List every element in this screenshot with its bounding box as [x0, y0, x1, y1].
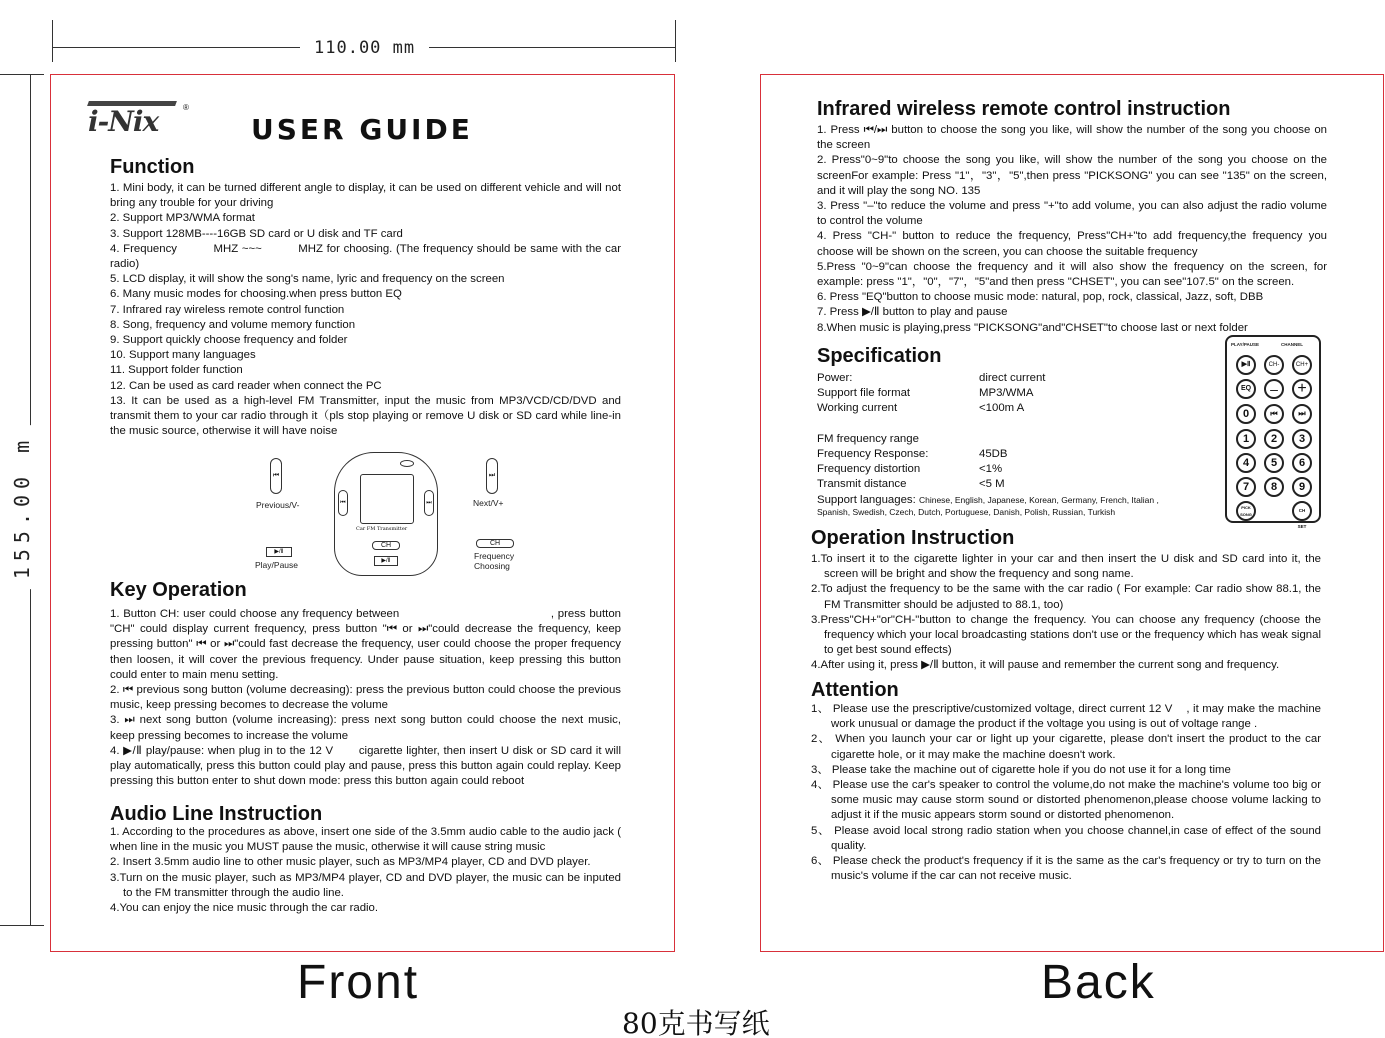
- back-caption: Back: [1041, 956, 1156, 1009]
- function-item: 1. Mini body, it can be turned different angle to display, it can be used on different vehicle and will not bring any trouble for your driving: [110, 182, 621, 210]
- height-dimension-tick-top: [0, 74, 44, 75]
- attention-list: [811, 702, 1325, 884]
- device-ir-window: [400, 460, 414, 467]
- paper-label: 80克书写纸: [622, 1007, 770, 1038]
- key-operation-item: 1. Button CH: user could choose any frequency between , press button "CH" could display current frequency, press button "⏮ or ⏭"could decrease the frequency, keep pressing button" ⏮ or ⏭"could fast decrease the frequency, user could choose the proper frequency then loosen, it will cover the previous frequency. Under pause situation, keep pressing this button could enter to main menu setting.: [110, 608, 625, 681]
- freq-label-2: Choosing: [474, 561, 510, 571]
- device-next-key: ⏭: [424, 490, 434, 516]
- operation-heading: Operation Instruction: [811, 527, 1015, 549]
- spec-label: FM frequency range: [817, 432, 919, 445]
- spec-label: Support file format: [817, 387, 911, 400]
- width-dimension-label: 110.00 mm: [300, 38, 429, 58]
- audio-line-item: 1. According to the procedures as above, insert one side of the 3.5mm audio cable to the audio jack ( when line in the music you MUST pause the music, otherwise it will cause string music: [110, 826, 621, 854]
- next-label: Next/V+: [473, 498, 504, 508]
- key-operation-list: [110, 607, 625, 789]
- remote-picksong-key: PICK SONG: [1236, 501, 1256, 521]
- spec-label: [817, 417, 977, 432]
- remote-2-key: 2: [1264, 429, 1284, 449]
- infrared-item: 2. Press"0~9"to choose the song you like, will show the number of the song you choose on the screenFor example: Press "1"，"3"，"5",then press "PICKSONG" you can see "135" on the screen, and it will play the song NO. 135: [817, 154, 1327, 197]
- spec-label: Transmit distance: [817, 478, 907, 491]
- attention-item: 3、 Please take the machine out of cigarette hole if you do not use it for a long time: [811, 763, 1231, 776]
- remote-minus-key: –: [1264, 379, 1284, 399]
- logo-text: i-Nix: [88, 105, 159, 138]
- remote-plus-key: +: [1292, 379, 1312, 399]
- function-item: 2. Support MP3/WMA format: [110, 212, 255, 225]
- spec-label: Frequency distortion: [817, 463, 921, 476]
- function-item: 5. LCD display, it will show the song's name, lyric and frequency on the screen: [110, 273, 505, 286]
- languages-line-1: [817, 493, 1217, 508]
- function-item: 9. Support quickly choose frequency and folder: [110, 334, 348, 347]
- play-label: Play/Pause: [255, 560, 298, 570]
- freq-label-1: Frequency: [474, 551, 515, 561]
- spec-value: <5 M: [979, 478, 1005, 491]
- attention-item: 6、 Please check the product's frequency if it is the same as the car's frequency or try to turn on the music's volume if the car can not receive music.: [811, 855, 1321, 883]
- function-item: 7. Infrared ray wireless remote control function: [110, 303, 345, 316]
- key-operation-item: 4. ▶/Ⅱ play/pause: when plug in to the 12 V cigarette lighter, then insert U disk or SD card it will play automatically, press this button could play and pause, press this button again could replay. Keep pressing this button enter to shut down mode: press this button again could reboot: [110, 744, 625, 788]
- operation-item: 3.Press"CH+"or"CH-"button to change the frequency. You can choose any frequency (choose the frequency which your local broadcasting stations don't use or the frequency which has weak signal to get best sound effects): [811, 613, 1321, 657]
- width-dimension-tick-left: [52, 20, 53, 62]
- spec-value: MP3/WMA: [979, 387, 1034, 400]
- infrared-item: 1. Press ⏮/⏭ button to choose the song you like, will show the number of the song you choose on the screen: [817, 124, 1327, 152]
- operation-item: 4.After using it, press ▶/Ⅱ button, it will pause and remember the current song and frequency.: [811, 659, 1280, 672]
- remote-eq-key: EQ: [1236, 379, 1256, 399]
- function-item: 12. Can be used as card reader when connect the PC: [110, 379, 382, 392]
- attention-item: 2、 When you launch your car or light up your cigarette, please don't insert the product to the car cigarette hole, or it may make the machine doesn't work.: [811, 733, 1321, 761]
- spec-label: Power:: [817, 372, 853, 384]
- audio-line-list: [110, 825, 621, 916]
- remote-ch-minus-key: CH-: [1264, 355, 1284, 375]
- remote-label-channel: CHANNEL: [1281, 342, 1303, 347]
- front-panel: [50, 74, 675, 952]
- audio-line-heading: Audio Line Instruction: [110, 803, 323, 825]
- prev-label: Previous/V-: [256, 500, 300, 510]
- remote-chset-key: CH SET: [1292, 501, 1312, 521]
- function-item: 3. Support 128MB----16GB SD card or U disk and TF card: [110, 227, 403, 240]
- next-button-illustration: ⏭: [486, 458, 498, 494]
- remote-0-key: 0: [1236, 404, 1256, 424]
- registered-mark: ®: [183, 103, 189, 112]
- audio-line-item: 4.You can enjoy the nice music through the car radio.: [110, 902, 379, 915]
- spec-value: <1%: [979, 463, 1003, 476]
- remote-3-key: 3: [1292, 429, 1312, 449]
- languages-list-1: Chinese, English, Japanese, Korean, Germany, French, Italian ,: [918, 495, 1159, 505]
- languages-label: Support languages:: [817, 494, 916, 506]
- infrared-heading: Infrared wireless remote control instruction: [817, 98, 1231, 120]
- remote-next-key: ⏭: [1292, 404, 1312, 424]
- infrared-item: 4. Press "CH-" button to reduce the frequency, Press"CH+"to add frequency,the frequency you choose will be shown on the screen, you can choose the suitable frequency: [817, 230, 1327, 258]
- key-operation-heading: Key Operation: [110, 579, 247, 601]
- key-operation-item: 2. ⏮ previous song button (volume decreasing): press the previous button could choose the previous music, keep pressing becomes to decrease the volume: [110, 684, 621, 712]
- device-text: Car FM Transmitter: [356, 526, 408, 532]
- attention-item: 1、 Please use the prescriptive/customized voltage, direct current 12 V , it may make the machine work unusual or damage the product if the voltage you using is out of voltage range .: [811, 703, 1325, 731]
- spec-values: [979, 371, 1129, 493]
- function-heading: Function: [110, 156, 195, 178]
- width-dimension-tick-right: [675, 20, 676, 62]
- spec-value: 45DB: [979, 447, 1008, 460]
- remote-label-play: PLAY/PAUSE: [1231, 342, 1260, 347]
- spec-value: [979, 432, 1129, 447]
- remote-8-key: 8: [1264, 477, 1284, 497]
- remote-9-key: 9: [1292, 477, 1312, 497]
- prev-button-illustration: ⏮: [270, 458, 282, 494]
- remote-6-key: 6: [1292, 453, 1312, 473]
- function-item: 4. Frequency MHZ ~~~ MHZ for choosing. (The frequency should be same with the car radio): [110, 242, 625, 271]
- device-diagram: [246, 450, 536, 580]
- infrared-item: 5.Press "0~9"can choose the frequency and it will also show the frequency on the screen, for example: press "1"，"0"，"7"，"5"and then press "CHSET", you can see"107.5" on the screen.: [817, 260, 1327, 289]
- remote-prev-key: ⏮: [1264, 404, 1284, 424]
- function-item: 8. Song, frequency and volume memory function: [110, 318, 356, 331]
- height-dimension-tick-bottom: [0, 925, 44, 926]
- audio-line-item: 3.Turn on the music player, such as MP3/MP4 player, CD and DVD player, the music can be inputed to the FM transmitter through the audio line.: [110, 871, 621, 899]
- function-item: 11. Support folder function: [110, 364, 243, 377]
- ch-button-illustration: CH: [476, 539, 514, 548]
- device-play-key: ▶/Ⅱ: [374, 556, 398, 566]
- remote-control: [1225, 335, 1321, 529]
- play-button-illustration: ▶/Ⅱ: [266, 547, 292, 557]
- remote-1-key: 1: [1236, 429, 1256, 449]
- remote-7-key: 7: [1236, 477, 1256, 497]
- remote-4-key: 4: [1236, 453, 1256, 473]
- function-item: 6. Many music modes for choosing.when press button EQ: [110, 288, 402, 301]
- infrared-item: 7. Press ▶/Ⅱ button to play and pause: [817, 306, 1008, 319]
- remote-play-key: ▶Ⅱ: [1236, 355, 1256, 375]
- device-prev-key: ⏮: [338, 490, 348, 516]
- infrared-item: 8.When music is playing,press "PICKSONG"and"CHSET"to choose last or next folder: [817, 321, 1248, 334]
- infrared-list: [817, 123, 1327, 336]
- audio-line-item: 2. Insert 3.5mm audio line to other music player, such as MP3/MP4 player, CD and DVD player.: [110, 856, 591, 869]
- languages-line-2: Spanish, Swedish, Czech, Dutch, Portuguese, Danish, Polish, Russian, Turkish: [817, 507, 1116, 517]
- operation-list: [811, 552, 1321, 674]
- remote-5-key: 5: [1264, 453, 1284, 473]
- function-item: 10. Support many languages: [110, 349, 256, 362]
- front-caption: Front: [297, 956, 420, 1009]
- operation-item: 1.To insert it to the cigarette lighter in your car and then insert the U disk and SD card into it, the screen will be bright and show the frequency and song name.: [811, 553, 1321, 581]
- device-ch-key: CH: [372, 541, 400, 550]
- spec-value: direct current: [979, 372, 1046, 384]
- operation-item: 2.To adjust the frequency to be the same with the car radio ( For example: Car radio show 88.1, the FM Transmitter should be adjusted to 88.1, too): [811, 583, 1321, 611]
- specification-heading: Specification: [817, 345, 942, 367]
- back-panel: [760, 74, 1384, 952]
- spec-label: Working current: [817, 402, 898, 415]
- attention-item: 4、 Please use the car's speaker to control the volume,do not make the machine's volume too big or some music may cause storm sound or distorted phenomenon,please choose volume lacking to adjust it if the music appears storm sound or distorted phenomenon.: [811, 779, 1321, 822]
- function-item: 13. It can be used as a high-level FM Transmitter, input the music from MP3/VCD/CD/DVD and transmit them to your car radio through it（pls stop playing or remove U disk or SD card while line-in the music source, otherwise it will have noise: [110, 394, 621, 438]
- user-guide-title: USER GUIDE: [251, 113, 473, 146]
- spec-value: [979, 417, 1129, 432]
- spec-labels: [817, 371, 977, 493]
- attention-item: 5、 Please avoid local strong radio station when you choose channel,in case of effect of the sound quality.: [811, 824, 1321, 852]
- infrared-item: 3. Press "–"to reduce the volume and press "+"to add volume, you can also adjust the radio volume to control the volume: [817, 200, 1327, 228]
- remote-ch-plus-key: CH+: [1292, 355, 1312, 375]
- device-screen: [360, 474, 414, 524]
- infrared-item: 6. Press "EQ"button to choose music mode: natural, pop, rock, classical, Jazz, soft, DBB: [817, 291, 1264, 304]
- attention-heading: Attention: [811, 679, 899, 701]
- spec-value: <100m A: [979, 402, 1025, 415]
- spec-label: Frequency Response:: [817, 447, 929, 460]
- height-dimension-label: 155.00 m: [10, 425, 34, 589]
- key-operation-item: 3. ⏭ next song button (volume increasing): press next song button could choose the next music, keep pressing becomes to increase the volume: [110, 714, 621, 742]
- function-list: [110, 181, 625, 439]
